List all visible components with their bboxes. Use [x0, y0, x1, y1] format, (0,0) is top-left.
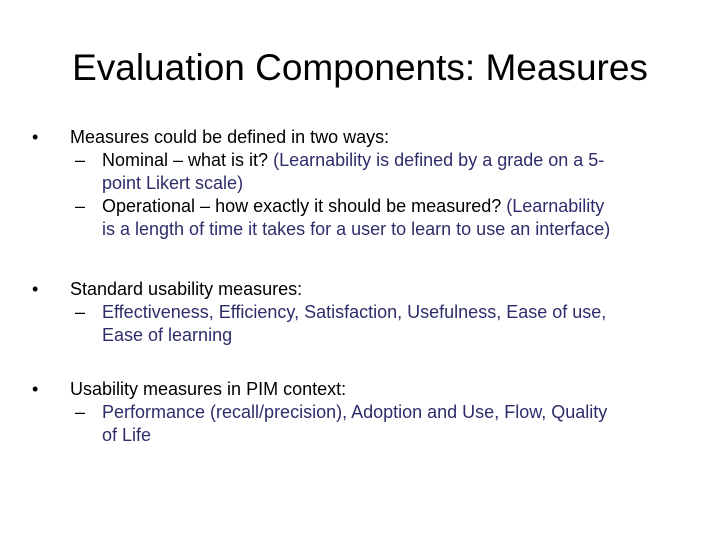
sub-bullet-detail-cont: point Likert scale) [102, 173, 244, 193]
dash-icon: – [75, 302, 86, 322]
sub-bullet-line: of Life [102, 425, 152, 445]
sub-bullet-detail-cont: is a length of time it takes for a user to learn to use an interface) [102, 219, 611, 239]
sub-bullet-lead: Operational – how exactly it should be measured? [102, 196, 507, 216]
bullet-dot-icon: • [32, 379, 39, 399]
sub-bullet-detail: (Learnability is defined by a grade on a 5- [273, 150, 605, 170]
bullet-measures-definition [30, 126, 680, 241]
sub-bullet-nominal [73, 149, 680, 195]
sub-bullet-line: Ease of learning [102, 325, 233, 345]
dash-icon: – [75, 402, 86, 422]
sub-bullet-lead: Nominal – what is it? [102, 150, 274, 170]
bullet-text: Standard usability measures: [70, 279, 303, 299]
bullet-text: Measures could be defined in two ways: [70, 127, 390, 147]
sub-bullet-line: Effectiveness, Efficiency, Satisfaction, Usefulness, Ease of use, [102, 302, 607, 322]
sub-bullet-operational [73, 195, 680, 241]
bullet-dot-icon: • [32, 279, 39, 299]
slide-title: Evaluation Components: Measures [72, 47, 648, 88]
bullet-pim-measures [30, 378, 680, 447]
sub-bullet-detail: (Learnability [506, 196, 605, 216]
dash-icon: – [75, 150, 86, 170]
bullet-dot-icon: • [32, 127, 39, 147]
bullet-text: Usability measures in PIM context: [70, 379, 347, 399]
sub-bullet-standard-list [73, 301, 680, 347]
bullet-standard-measures [30, 278, 680, 347]
sub-bullet-pim-list [73, 401, 680, 447]
sub-bullet-line: Performance (recall/precision), Adoption and Use, Flow, Quality [102, 402, 608, 422]
dash-icon: – [75, 196, 86, 216]
